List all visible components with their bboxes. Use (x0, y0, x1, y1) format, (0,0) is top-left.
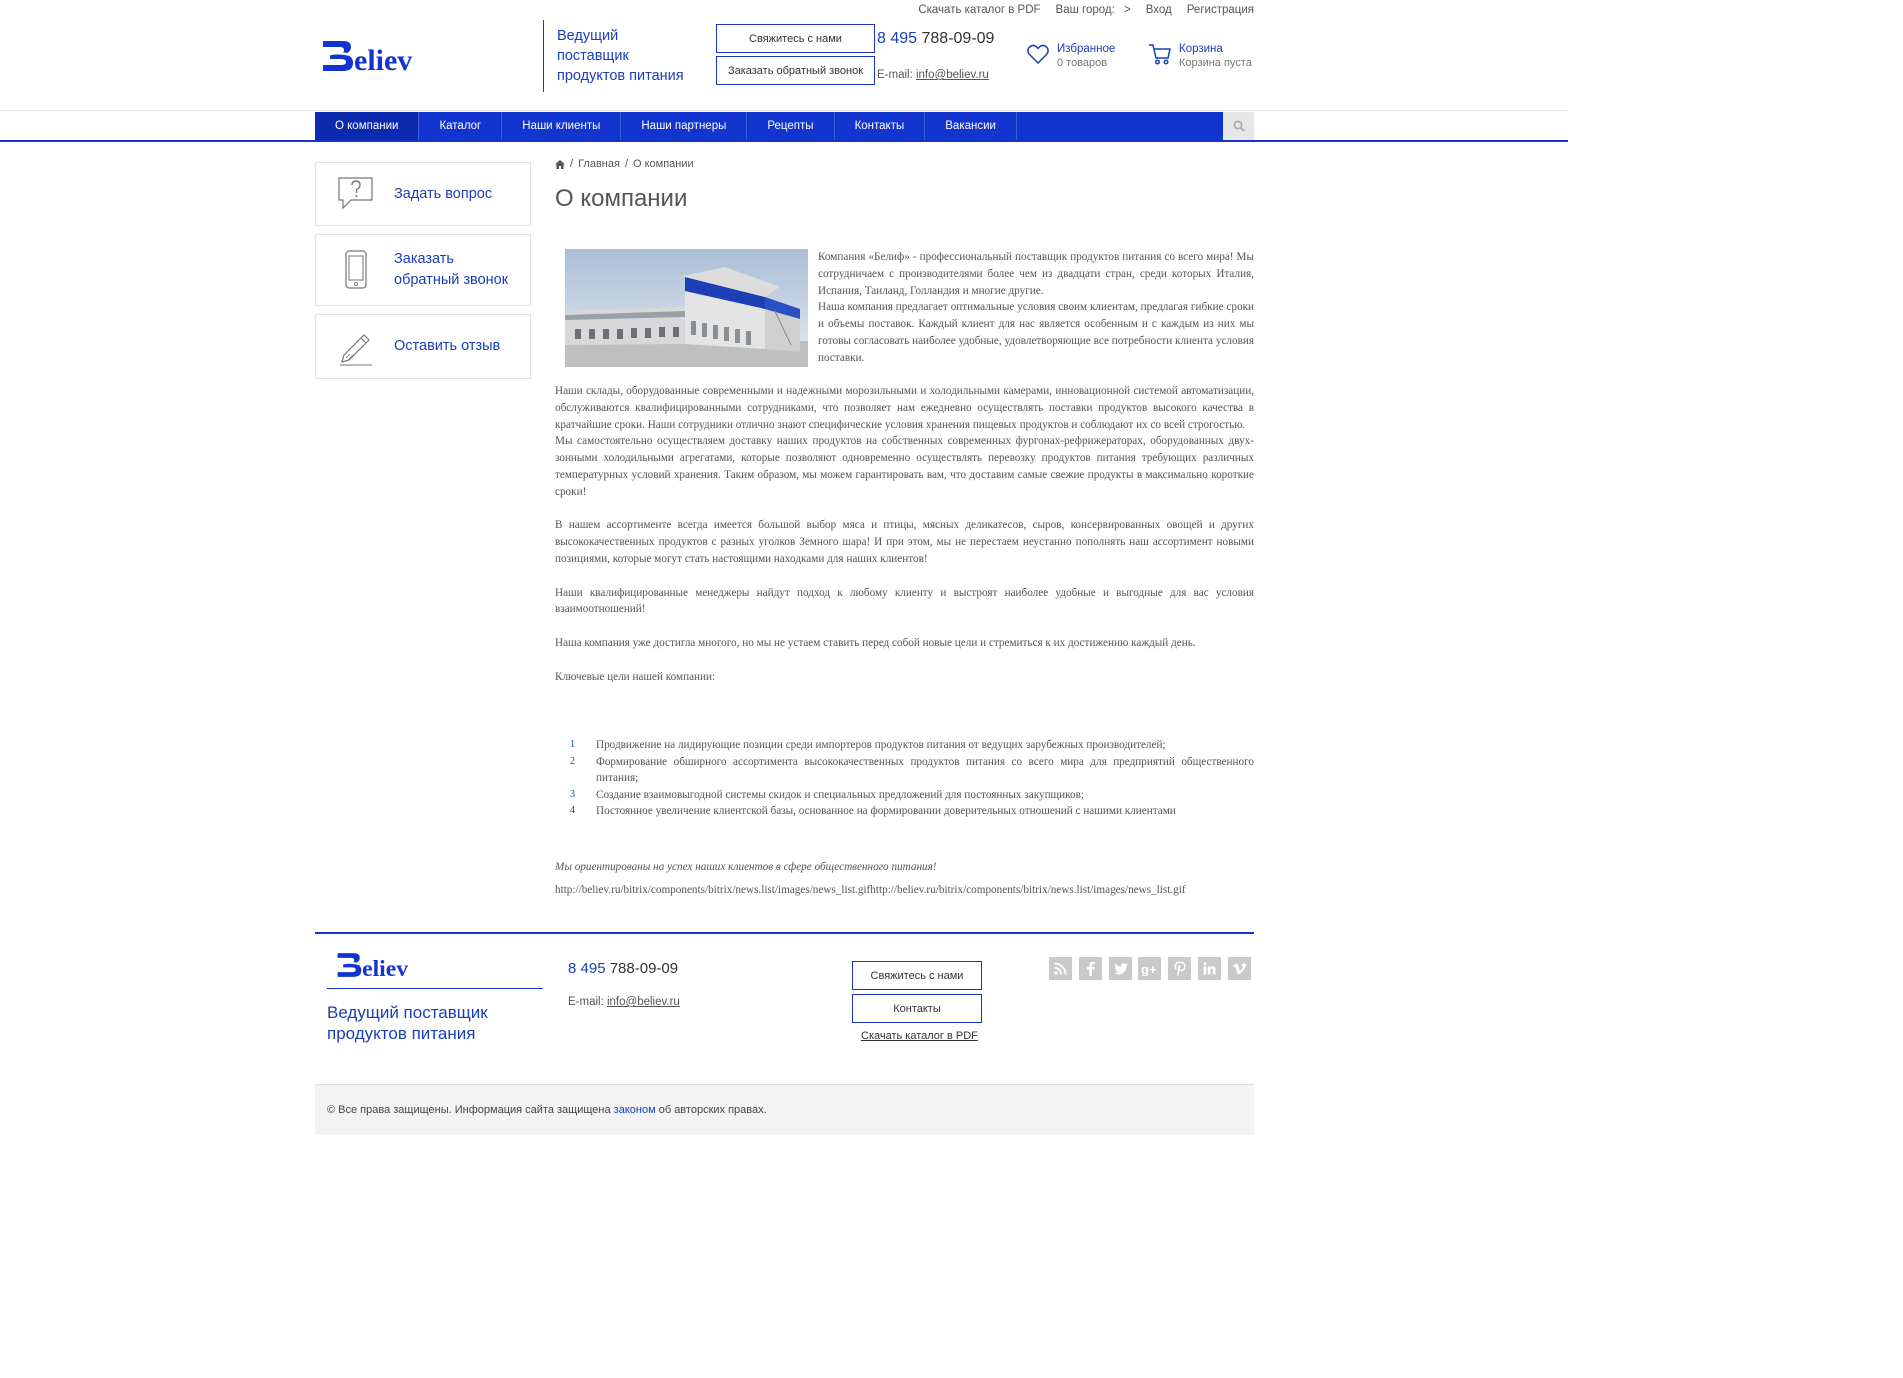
login-link[interactable]: Вход (1145, 4, 1172, 16)
phone-code: 8 495 (568, 960, 606, 977)
svg-text:g+: g+ (1140, 961, 1157, 976)
footer-email (568, 996, 680, 1008)
city-label: Ваш город: (1055, 4, 1115, 16)
image-urls-text: http://believ.ru/bitrix/components/bitrix/news.list/images/news_list.gifhttp://believ.ru/bitrix/components/bitrix/news.list/images/news_list.gif (555, 884, 1186, 896)
linkedin-icon[interactable] (1198, 957, 1221, 980)
intro-paragraph-2: Наша компания предлагает оптимальные условия своим клиентам, предлагая гибкие сроки и объемы поставок. Каждый клиент для нас является особенным и с каждым из них мы готовы согласовать наиболее удобные, удовлетворяющие все потребности клиента условия поставки. (818, 301, 1254, 364)
warehouse-photo (565, 249, 808, 367)
vimeo-icon[interactable] (1228, 957, 1251, 980)
cart-icon (1148, 42, 1172, 66)
footer-tagline-line: продуктов питания (327, 1024, 476, 1043)
list-item (568, 803, 1254, 820)
callback-line: обратный звонок (394, 272, 509, 288)
copyright-bar (315, 1084, 1254, 1135)
rss-icon[interactable] (1049, 957, 1072, 980)
footer-logo[interactable] (333, 950, 437, 980)
email-link[interactable]: info@believ.ru (915, 69, 989, 81)
header-phone[interactable] (877, 30, 994, 48)
tagline-line: продуктов питания (557, 68, 684, 84)
email-link[interactable]: info@believ.ru (606, 996, 680, 1008)
nav-item-recipes[interactable]: Рецепты (747, 112, 834, 140)
nav-item-clients[interactable]: Наши клиенты (502, 112, 621, 140)
contact-us-button[interactable]: Свяжитесь с нами (716, 24, 875, 53)
list-number: 4 (570, 805, 575, 816)
list-item (568, 754, 1254, 787)
closing-quote: Мы ориентированы на успех наших клиентов в сфере общественного питания! (555, 861, 937, 873)
nav-item-catalog[interactable]: Каталог (419, 112, 502, 140)
list-text: Создание взаимовыгодной системы скидок и специальных предложений для постоянных закупщиков; (596, 788, 1085, 801)
email-label: E-mail: (568, 996, 604, 1008)
pencil-icon (336, 327, 376, 367)
order-callback-box[interactable] (315, 234, 531, 306)
footer-tagline (327, 1002, 488, 1044)
leave-review-box[interactable] (315, 314, 531, 379)
copyright-text: © Все права защищены. Информация сайта защищена (327, 1104, 611, 1116)
footer-contacts-button[interactable]: Контакты (852, 994, 982, 1023)
goals-heading: Ключевые цели нашей компании: (555, 670, 716, 683)
google-plus-icon[interactable] (1138, 957, 1161, 980)
favorites-count: 0 товаров (1057, 57, 1108, 69)
twitter-icon[interactable] (1109, 957, 1132, 980)
city-selector[interactable] (1056, 4, 1131, 16)
home-icon[interactable] (555, 160, 565, 169)
paragraph: Наши квалифицированные менеджеры найдут подход к любому клиенту и выстроят наиболее удобные и выгодные для вас условия взаимоотношений! (555, 586, 1254, 616)
callback-button[interactable]: Заказать обратный звонок (716, 56, 875, 85)
list-text: Формирование обширного ассортимента высококачественных продуктов питания со всего мира для предприятий общественного питания; (596, 755, 1254, 784)
footer-phone[interactable] (568, 960, 678, 977)
favorites-title: Избранное (1057, 43, 1116, 55)
footer-contact-us-button[interactable]: Свяжитесь с нами (852, 961, 982, 990)
ask-question-box[interactable] (315, 162, 531, 226)
svg-text:eliev: eliev (362, 956, 409, 980)
nav-item-vacancies[interactable]: Вакансии (925, 112, 1017, 140)
top-links (918, 4, 1254, 16)
list-number: 2 (570, 755, 575, 767)
goals-list (568, 737, 1254, 820)
footer-divider (315, 932, 1254, 934)
search-icon (1233, 120, 1245, 132)
paragraph: Наши склады, оборудованные современными и надежными морозильными и холодильными камерами, инновационной системой автоматизации, обслуживаются квалифицированными сотрудниками, что позволяет нам ежедневно осуществлять поставки продуктов высокого качества в кратчайшие сроки. Наши сотрудники отлично знают специфические условия хранения пищевых продуктов и соблюдают их со всей строгостью. (555, 385, 1254, 431)
footer-download-pdf-link[interactable]: Скачать каталог в PDF (861, 1030, 978, 1042)
list-text: Постоянное увеличение клиентской базы, основанное на формировании доверительных отношений с нашими клиентами (596, 805, 1176, 817)
callback-line: Заказать (394, 251, 454, 267)
chevron-right-icon: > (1124, 4, 1131, 16)
phone-code: 8 495 (877, 30, 918, 47)
ask-question-label: Задать вопрос (394, 185, 493, 202)
heart-icon (1026, 42, 1050, 66)
footer-tagline-line: Ведущий поставщик (327, 1003, 488, 1022)
body-text (555, 383, 1254, 685)
header-divider (0, 110, 1568, 111)
copyright-law-link[interactable]: законом (613, 1104, 656, 1116)
nav-item-partners[interactable]: Наши партнеры (621, 112, 747, 140)
footer-logo-underline (327, 988, 543, 989)
mobile-phone-icon (336, 250, 376, 290)
nav-item-about[interactable]: О компании (315, 112, 419, 140)
tagline-line: Ведущий (557, 28, 619, 44)
nav-item-contacts[interactable]: Контакты (835, 112, 926, 140)
tagline-line: поставщик (557, 48, 629, 64)
phone-number: 788-09-09 (921, 30, 995, 47)
breadcrumb-separator: / (624, 158, 628, 170)
page-title: О компании (555, 185, 688, 212)
question-bubble-icon (336, 174, 376, 214)
register-link[interactable]: Регистрация (1186, 4, 1254, 16)
order-callback-label (394, 249, 508, 291)
breadcrumb-current: О компании (633, 158, 694, 170)
header-email (877, 69, 989, 81)
list-item (568, 787, 1254, 804)
breadcrumb-separator: / (570, 158, 574, 170)
intro-paragraph: Компания «Белиф» - профессиональный поставщик продуктов питания со всего мира! Мы сотрудничаем с производителями более чем из двадцати стран, среди которых Италия, Испания, Таиланд, Голландия и многие другие. (818, 251, 1254, 297)
paragraph: Наша компания уже достигла многого, но мы не устаем ставить перед собой новые цели и стремиться к их достижению каждый день. (555, 636, 1196, 649)
pinterest-icon[interactable] (1168, 957, 1191, 980)
site-logo[interactable] (321, 37, 445, 75)
cart[interactable] (1148, 42, 1252, 71)
list-number: 3 (570, 788, 575, 800)
facebook-icon[interactable] (1079, 957, 1102, 980)
phone-number: 788-09-09 (609, 960, 679, 977)
favorites[interactable] (1026, 42, 1115, 71)
cart-status: Корзина пуста (1179, 57, 1252, 69)
list-text: Продвижение на лидирующие позиции среди импортеров продуктов питания от ведущих зарубежных производителей; (596, 739, 1166, 751)
svg-text:eliev: eliev (354, 44, 413, 75)
list-number: 1 (570, 739, 575, 750)
paragraph: В нашем ассортименте всегда имеется большой выбор мяса и птицы, мясных деликатесов, сыров, консервированных овощей и других высококачественных продуктов с разных уголков Земного шара! И при этом, мы не перестаем неустанно пополнять наш ассортимент новыми позициями, которые могут стать настоящими находками для наших клиентов! (555, 519, 1254, 565)
breadcrumb-home[interactable]: Главная (578, 158, 620, 170)
header-tagline (543, 20, 684, 92)
download-pdf-link[interactable]: Скачать каталог в PDF (918, 4, 1041, 16)
leave-review-label: Оставить отзыв (394, 338, 501, 354)
paragraph: Мы самостоятельно осуществляем доставку наших продуктов на собственных современных фургонах-рефрижераторах, оборудованных двух-зонными холодильными агрегатами, которые позволяют одновременно осуществлять перевозку продуктов питания требующих различных температурных условий хранения. Таким образом, мы можем гарантировать вам, что доставим самые свежие продукты в максимально короткие сроки! (555, 435, 1254, 498)
list-item (568, 737, 1254, 754)
copyright-text-end: об авторских правах. (658, 1104, 767, 1116)
search-button[interactable] (1223, 112, 1254, 140)
nav-underline (0, 140, 1568, 142)
intro-text (818, 249, 1254, 367)
email-label: E-mail: (877, 69, 913, 81)
cart-title: Корзина (1179, 43, 1223, 55)
main-nav (315, 112, 1223, 140)
breadcrumb (555, 158, 694, 170)
